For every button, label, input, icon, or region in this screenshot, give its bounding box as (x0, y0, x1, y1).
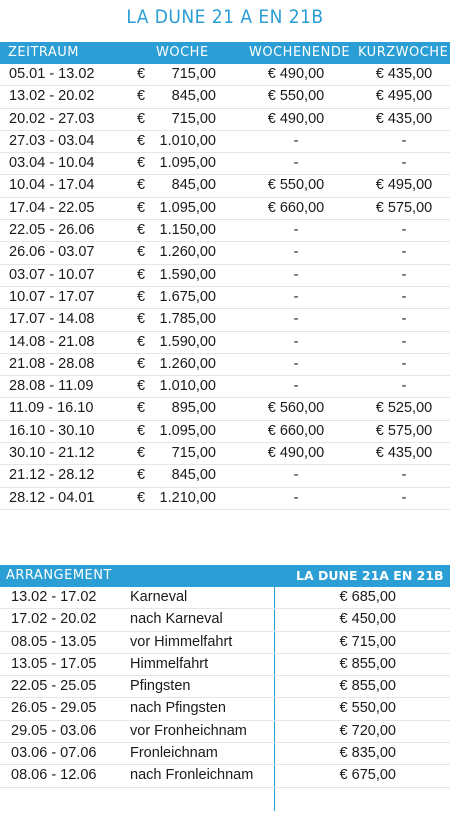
week-price-cell: 845,00 (171, 88, 216, 105)
short-week-price-cell: € 575,00 (375, 422, 433, 439)
weekend-price-cell: - (293, 288, 299, 305)
currency-cell: € (137, 199, 146, 216)
short-week-price-cell: - (401, 489, 407, 506)
weekend-price-cell: - (293, 244, 299, 261)
table-row (0, 609, 450, 631)
period-cell: 11.09 - 16.10 (9, 400, 94, 417)
short-week-price-cell: - (401, 467, 407, 484)
arrangement-period-cell: 17.02 - 20.02 (11, 611, 97, 628)
arrangement-name-cell: Fronleichnam (130, 745, 218, 762)
short-week-price-cell: - (401, 311, 407, 328)
arrangement-name-cell: Karneval (130, 589, 188, 605)
table-row (0, 64, 450, 86)
currency-cell: € (137, 489, 146, 506)
weekend-price-cell: € 550,00 (267, 177, 325, 194)
currency-cell: € (137, 132, 146, 149)
table-row (0, 153, 450, 175)
week-price-cell: 715,00 (171, 66, 216, 82)
currency-cell: € (137, 110, 146, 127)
weekend-price-cell: - (293, 266, 299, 283)
week-price-cell: 1.010,00 (159, 378, 216, 395)
header-weekend: WOCHENENDE (249, 45, 351, 60)
table-row (0, 676, 450, 698)
week-price-cell: 1.260,00 (159, 244, 216, 261)
table-row (0, 332, 450, 354)
short-week-price-cell: € 495,00 (375, 177, 433, 194)
arrangement-price-cell: € 715,00 (339, 633, 396, 650)
arrangement-price-cell: € 855,00 (339, 678, 396, 695)
weekend-price-cell: € 550,00 (267, 88, 325, 105)
table-row (0, 587, 450, 609)
period-cell: 10.07 - 17.07 (9, 288, 95, 305)
currency-cell: € (137, 378, 146, 395)
header-period: ZEITRAUM (8, 45, 80, 60)
week-price-cell: 1.675,00 (159, 288, 216, 305)
short-week-price-cell: € 435,00 (375, 110, 433, 127)
period-cell: 30.10 - 21.12 (9, 445, 95, 462)
arrangement-table-body (0, 587, 450, 788)
week-price-cell: 1.095,00 (159, 199, 216, 216)
arrangement-period-cell: 08.06 - 12.06 (11, 767, 97, 784)
week-price-cell: 715,00 (171, 110, 216, 127)
arrangement-price-cell: € 675,00 (339, 767, 396, 784)
short-week-price-cell: - (401, 288, 407, 305)
short-week-price-cell: - (401, 355, 407, 372)
arrangement-price-cell: € 550,00 (339, 700, 396, 717)
table-row (0, 287, 450, 309)
weekend-price-cell: - (293, 311, 299, 328)
period-cell: 26.06 - 03.07 (9, 244, 95, 261)
table-row (0, 220, 450, 242)
table-row (0, 376, 450, 398)
period-cell: 03.04 - 10.04 (9, 155, 95, 172)
currency-cell: € (137, 422, 146, 439)
page-title: LA DUNE 21 A EN 21B (126, 6, 324, 28)
arrangement-price-cell: € 855,00 (339, 655, 396, 672)
period-cell: 05.01 - 13.02 (9, 66, 95, 82)
currency-cell: € (137, 467, 146, 484)
short-week-price-cell: - (401, 333, 407, 350)
currency-cell: € (137, 177, 146, 194)
period-cell: 28.12 - 04.01 (9, 489, 95, 506)
weekend-price-cell: - (293, 489, 299, 506)
period-cell: 10.04 - 17.04 (9, 177, 95, 194)
weekend-price-cell: - (293, 222, 299, 239)
week-price-cell: 1.095,00 (159, 422, 216, 439)
arrangement-period-cell: 13.02 - 17.02 (11, 589, 97, 605)
weekend-price-cell: € 660,00 (267, 199, 325, 216)
currency-cell: € (137, 445, 146, 462)
arrangement-period-cell: 03.06 - 07.06 (11, 745, 97, 762)
table-row (0, 698, 450, 720)
currency-cell: € (137, 400, 146, 417)
short-week-price-cell: - (401, 378, 407, 395)
currency-cell: € (137, 88, 146, 105)
header-short-week: KURZWOCHE (358, 45, 449, 60)
short-week-price-cell: € 435,00 (375, 66, 433, 82)
table-row (0, 398, 450, 420)
table-row (0, 654, 450, 676)
period-cell: 22.05 - 26.06 (9, 222, 95, 239)
table-row (0, 632, 450, 654)
table-row (0, 421, 450, 443)
table-row (0, 175, 450, 197)
period-cell: 13.02 - 20.02 (9, 88, 95, 105)
arrangement-name-cell: Himmelfahrt (130, 655, 209, 672)
currency-cell: € (137, 222, 146, 239)
period-cell: 28.08 - 11.09 (9, 378, 94, 395)
table-row (0, 465, 450, 487)
period-cell: 17.04 - 22.05 (9, 199, 95, 216)
price-table-body (0, 64, 450, 510)
price-table (0, 42, 450, 510)
weekend-price-cell: - (293, 333, 299, 350)
week-price-cell: 1.210,00 (159, 489, 216, 506)
table-row (0, 265, 450, 287)
header-arrangement: ARRANGEMENT (6, 568, 112, 583)
short-week-price-cell: € 435,00 (375, 445, 433, 462)
currency-cell: € (137, 288, 146, 305)
arrangement-period-cell: 08.05 - 13.05 (11, 633, 97, 650)
weekend-price-cell: - (293, 355, 299, 372)
short-week-price-cell: € 575,00 (375, 199, 433, 216)
table-row (0, 765, 450, 787)
table-row (0, 743, 450, 765)
period-cell: 21.12 - 28.12 (9, 467, 95, 484)
arrangement-price-cell: € 685,00 (339, 589, 396, 605)
arrangement-period-cell: 29.05 - 03.06 (11, 722, 97, 739)
week-price-cell: 1.260,00 (159, 355, 216, 372)
currency-cell: € (137, 311, 146, 328)
short-week-price-cell: - (401, 266, 407, 283)
week-price-cell: 1.150,00 (159, 222, 216, 239)
arrangement-name-cell: nach Fronleichnam (130, 767, 254, 784)
week-price-cell: 845,00 (171, 467, 216, 484)
table-row (0, 354, 450, 376)
weekend-price-cell: € 490,00 (267, 66, 325, 82)
price-table-header (0, 42, 450, 64)
weekend-price-cell: € 490,00 (267, 110, 325, 127)
arrangement-name-cell: nach Karneval (130, 611, 223, 628)
arrangement-name-cell: nach Pfingsten (130, 700, 226, 717)
period-cell: 21.08 - 28.08 (9, 355, 95, 372)
week-price-cell: 1.590,00 (159, 266, 216, 283)
arrangement-name-cell: vor Fronheichnam (130, 722, 247, 739)
week-price-cell: 1.785,00 (159, 311, 216, 328)
week-price-cell: 895,00 (171, 400, 216, 417)
weekend-price-cell: - (293, 132, 299, 149)
arrangement-table (0, 565, 450, 788)
arrangement-period-cell: 26.05 - 29.05 (11, 700, 97, 717)
week-price-cell: 1.095,00 (159, 155, 216, 172)
table-row (0, 86, 450, 108)
table-row (0, 443, 450, 465)
weekend-price-cell: € 660,00 (267, 422, 325, 439)
header-week: WOCHE (156, 45, 209, 60)
currency-cell: € (137, 244, 146, 261)
short-week-price-cell: - (401, 222, 407, 239)
week-price-cell: 1.590,00 (159, 333, 216, 350)
table-row (0, 242, 450, 264)
weekend-price-cell: - (293, 467, 299, 484)
short-week-price-cell: € 495,00 (375, 88, 433, 105)
currency-cell: € (137, 66, 146, 82)
table-row (0, 488, 450, 510)
arrangement-price-cell: € 835,00 (339, 745, 396, 762)
currency-cell: € (137, 355, 146, 372)
short-week-price-cell: - (401, 244, 407, 261)
currency-cell: € (137, 333, 146, 350)
currency-cell: € (137, 266, 146, 283)
week-price-cell: 1.010,00 (159, 132, 216, 149)
table-row (0, 131, 450, 153)
short-week-price-cell: - (401, 132, 407, 149)
period-cell: 16.10 - 30.10 (9, 422, 95, 439)
short-week-price-cell: € 525,00 (375, 400, 433, 417)
currency-cell: € (137, 155, 146, 172)
period-cell: 20.02 - 27.03 (9, 110, 95, 127)
short-week-price-cell: - (401, 155, 407, 172)
arrangement-period-cell: 13.05 - 17.05 (11, 655, 97, 672)
arrangement-name-cell: Pfingsten (130, 678, 191, 695)
arrangement-name-cell: vor Himmelfahrt (130, 633, 233, 650)
arrangement-period-cell: 22.05 - 25.05 (11, 678, 97, 695)
week-price-cell: 845,00 (171, 177, 216, 194)
header-property: LA DUNE 21A EN 21B (296, 568, 444, 583)
weekend-price-cell: - (293, 155, 299, 172)
table-row (0, 109, 450, 131)
period-cell: 14.08 - 21.08 (9, 333, 95, 350)
weekend-price-cell: € 560,00 (267, 400, 325, 417)
week-price-cell: 715,00 (171, 445, 216, 462)
period-cell: 17.07 - 14.08 (9, 311, 95, 328)
weekend-price-cell: - (293, 378, 299, 395)
arrangement-price-cell: € 720,00 (339, 722, 396, 739)
period-cell: 27.03 - 03.04 (9, 132, 95, 149)
table-row (0, 198, 450, 220)
arrangement-price-cell: € 450,00 (339, 611, 396, 628)
table-row (0, 309, 450, 331)
arrangement-table-header (0, 565, 450, 587)
period-cell: 03.07 - 10.07 (9, 266, 95, 283)
table-row (0, 721, 450, 743)
weekend-price-cell: € 490,00 (267, 445, 325, 462)
